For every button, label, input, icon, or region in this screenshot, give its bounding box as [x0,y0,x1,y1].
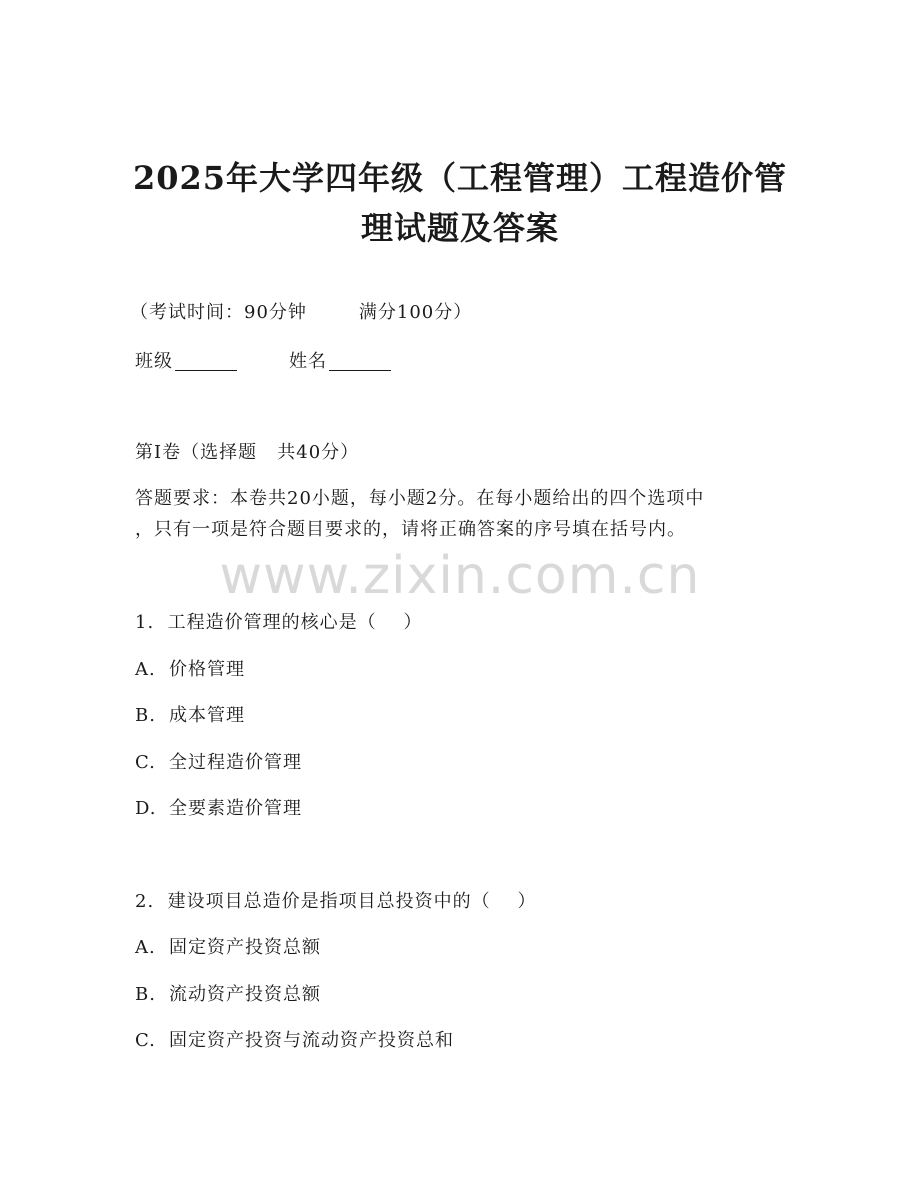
option-letter: D. [135,798,157,819]
section-heading: 第I卷（选择题 共40分） [135,442,360,463]
exam-score: 满分100分） [358,302,473,323]
class-field[interactable] [175,352,237,371]
question-1-stem: 1. 工程造价管理的核心是（ ） [135,612,423,633]
question-2-option-a[interactable] [135,939,321,957]
name-field[interactable] [329,352,391,371]
option-letter: A. [135,659,156,680]
option-letter: A. [135,937,156,958]
instructions-line-2: ，只有一项是符合题目要求的，请将正确答案的序号填在括号内。 [135,519,686,540]
option-text: 固定资产投资总额 [169,937,321,958]
option-text: 固定资产投资与流动资产投资总和 [169,1030,454,1051]
question-2-stem: 2. 建设项目总造价是指项目总投资中的（ ） [135,891,537,912]
question-1-option-d[interactable] [135,800,302,818]
option-text: 价格管理 [169,659,245,680]
exam-time: （考试时间：90分钟 [130,302,307,323]
option-letter: C. [135,752,156,773]
option-text: 成本管理 [169,705,245,726]
watermark: www.zixin.com.cn [219,546,701,606]
page-title-line-1: 2025年大学四年级（工程管理）工程造价管 [132,159,788,197]
question-1-option-a[interactable] [135,661,245,679]
instructions-line-1: 答题要求：本卷共20小题，每小题2分。在每小题给出的四个选项中 [135,488,705,509]
option-text: 全要素造价管理 [169,798,302,819]
student-info [135,352,391,371]
question-1-option-c[interactable] [135,754,302,772]
question-1-option-b[interactable] [135,707,245,725]
question-2-option-c[interactable] [135,1032,454,1050]
option-letter: B. [135,984,156,1005]
class-label: 班级 [135,351,173,372]
option-text: 流动资产投资总额 [169,984,321,1005]
exam-info [130,304,472,322]
name-label: 姓名 [289,351,327,372]
page-title-line-2: 理试题及答案 [360,209,559,247]
option-letter: C. [135,1030,156,1051]
option-text: 全过程造价管理 [169,752,302,773]
option-letter: B. [135,705,156,726]
question-2-option-b[interactable] [135,986,321,1004]
